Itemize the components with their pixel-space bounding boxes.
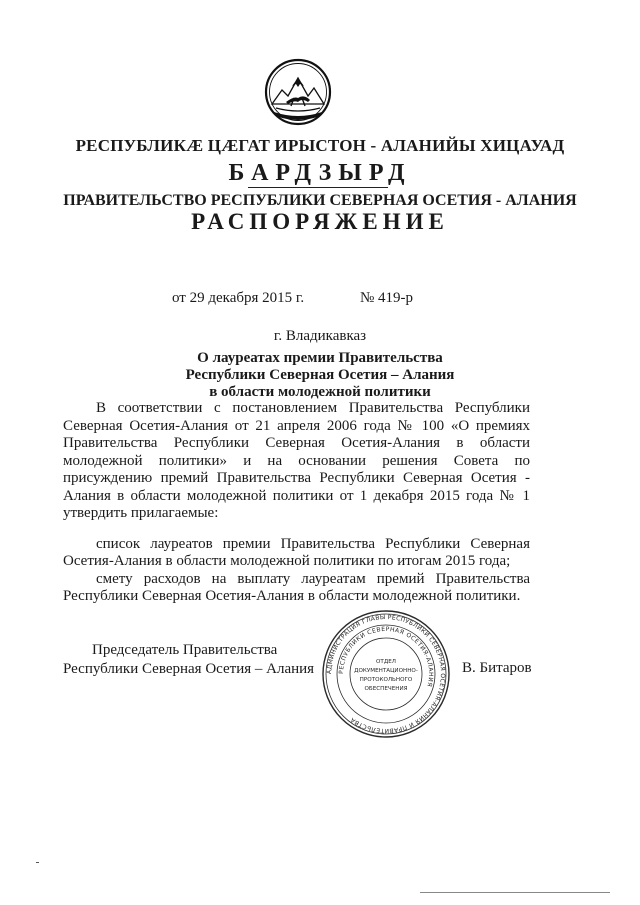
seal-center-line: ОБЕСПЕЧЕНИЯ [364, 686, 408, 692]
document-title [0, 350, 640, 401]
seal-center-line: ДОКУМЕНТАЦИОННО- [354, 668, 418, 674]
document-type-heading: РАСПОРЯЖЕНИЕ [191, 209, 449, 234]
scan-mark [36, 862, 39, 863]
government-heading: ПРАВИТЕЛЬСТВО РЕСПУБЛИКИ СЕВЕРНАЯ ОСЕТИЯ - АЛАНИЯ [63, 192, 577, 209]
seal-center-line: ПРОТОКОЛЬНОГО [359, 677, 413, 683]
signatory-position-line: Председатель Правительства [92, 642, 278, 658]
title-line: Республики Северная Осетия – Алания [185, 367, 455, 383]
signatory-name: В. Битаров [462, 660, 532, 676]
signatory-position [63, 641, 314, 679]
scan-mark [420, 892, 610, 893]
seal-outer-text: АДМИНИСТРАЦИЯ ГЛАВЫ РЕСПУБЛИКИ СЕВЕРНАЯ ОСЕТИЯ-АЛАНИЯ И ПРАВИТЕЛЬСТВА [325, 613, 447, 735]
list-item: список лауреатов премии Правительства Республики Северная Осетия-Алания в области молодежной политики по итогам 2015 года; [63, 535, 530, 569]
document-body [63, 400, 530, 606]
document-city: г. Владикавказ [273, 328, 367, 344]
official-seal [320, 608, 452, 740]
heading-underline [248, 187, 388, 188]
document-date: от 29 декабря 2015 г. [172, 290, 305, 306]
title-line: О лауреатах премии Правительства [197, 350, 443, 366]
seal-inner-text: РЕСПУБЛИКИ СЕВЕРНАЯ ОСЕТИЯ-АЛАНИЯ [337, 625, 435, 688]
signatory-position-line: Республики Северная Осетия – Алания [63, 661, 315, 677]
title-line: в области молодежной политики [209, 384, 431, 400]
ossetian-doc-type: БАРДЗЫРД [228, 160, 412, 186]
body-paragraph: В соответствии с постановлением Правительства Республики Северная Осетия-Алания от 21 апреля 2006 года № 100 «О премиях Правительства Республики Северная Осетия-Алания в области молодежной политики» и на основании решения Совета по присуждению премий Правительства Республики Северная Осетия - Алания в области молодежной политики от 1 декабря 2015 года № 1 утвердить прилагаемые: [63, 400, 530, 521]
seal-center-line: ОТДЕЛ [376, 659, 396, 665]
ossetian-republic-heading: РЕСПУБЛИКÆ ЦÆГАТ ИРЫСТОН - АЛАНИЙЫ ХИЦАУАД [75, 136, 565, 155]
list-item: смету расходов на выплату лауреатам премий Правительства Республики Северная Осетия-Алания в области молодежной политики. [63, 570, 530, 604]
coat-of-arms-icon [264, 58, 332, 126]
document-number: № 419-р [360, 290, 414, 306]
